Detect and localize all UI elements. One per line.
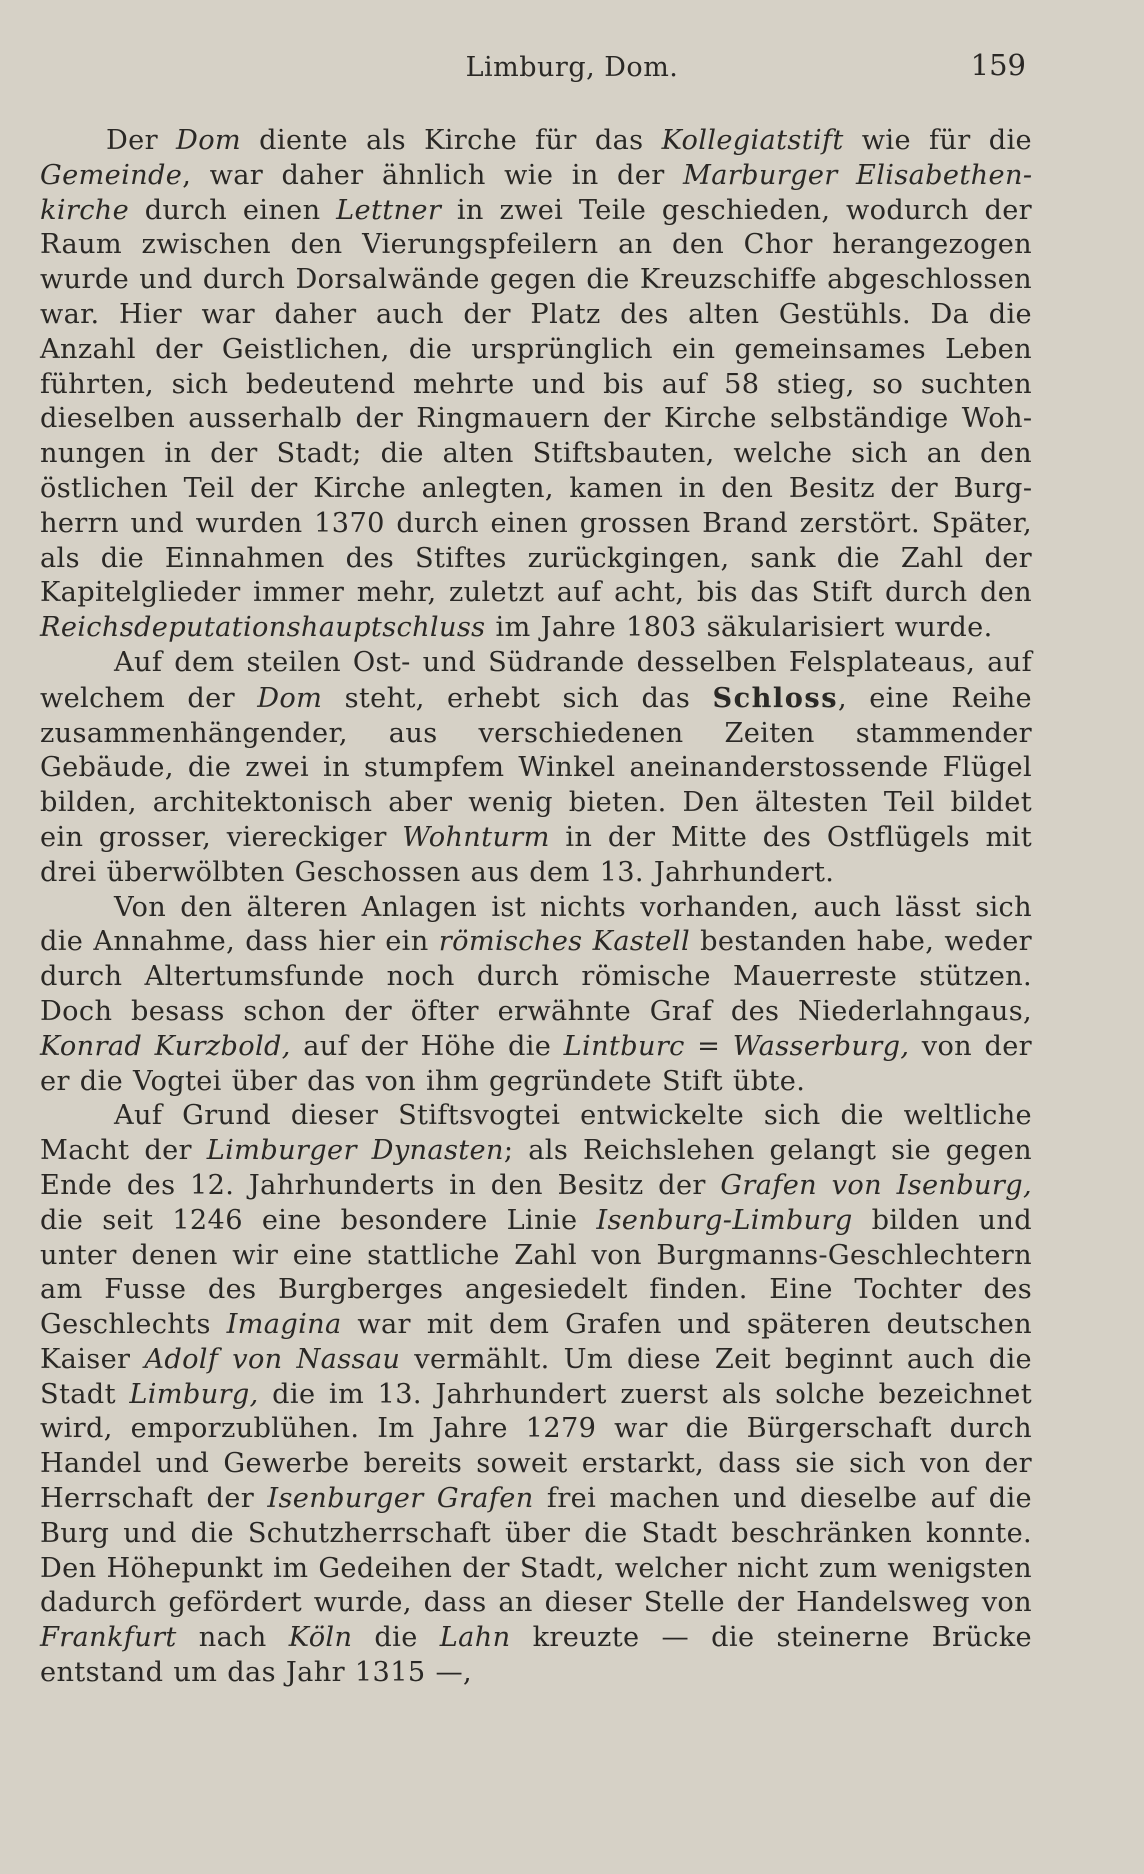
italic-run: Köln	[288, 1622, 353, 1654]
text-run: Der	[106, 125, 177, 156]
text-run: Von den älteren Anlagen ist nichts vorhanden, auch lässt sich die Annahme, dass hier ein	[40, 891, 1032, 958]
text-run: auf der Höhe die	[290, 1030, 564, 1062]
italic-run: Konrad Kurzbold,	[40, 1030, 291, 1062]
italic-run: Isenburg-Limburg	[596, 1204, 853, 1236]
italic-run: Lintburc	[563, 1030, 685, 1062]
italic-run: Gemeinde	[40, 159, 183, 191]
italic-run: Lettner	[336, 194, 442, 226]
italic-run: Grafen von Isenburg,	[720, 1169, 1032, 1201]
paragraph	[40, 124, 1032, 646]
italic-run: Frankfurt	[40, 1622, 177, 1654]
paragraph	[40, 1099, 1032, 1691]
text-run: im Jahre 1803 säkularisiert wurde.	[485, 612, 993, 644]
text-run: steht, erhebt sich das	[322, 682, 713, 714]
italic-run: Dom	[257, 682, 323, 714]
body-text	[40, 124, 1032, 1691]
text-run: nach	[176, 1622, 289, 1654]
text-run: in zwei Teile geschieden, wodurch der Raum zwischen den Vierungspfeilern an den Chor herangezogen wurde und durch Dorsalwände gegen die Kreuzschiffe abgeschlossen war. Hier war daher auch der Platz des alten Gestühls. Da die Anzahl der Geistlichen, die ursprünglich ein gemeinsames Leben führten, sich bedeutend mehrte und bis auf 58 stieg, so suchten dieselben ausserhalb der Ringmauern der Kirche selbständige Wohnungen in der Stadt; die alten Stiftsbauten, welche sich an den östlichen Teil der Kirche anlegten, kamen in den Besitz der Burgherrn und wurden 1370 durch einen grossen Brand zerstört. Später, als die Einnahmen des Stiftes zurückgingen, sank die Zahl der Kapitelglieder immer mehr, zuletzt auf acht, bis das Stift durch den	[40, 194, 1032, 609]
italic-run: Isenburger Grafen	[267, 1483, 534, 1515]
text-run: frei machen und dieselbe auf die Burg und die Schutzherrschaft über die Stadt beschränken konnte. Den Höhepunkt im Gedeihen der Stadt, welcher nicht zum wenigsten dadurch gefördert wurde, dass an dieser Stelle der Handelsweg von	[40, 1483, 1032, 1619]
italic-run: Wohnturm	[402, 821, 550, 853]
text-run: wie für die	[843, 125, 1032, 156]
text-run: in der Mitte des Ostflügels mit drei überwölbten Geschossen aus dem 13. Jahrhundert.	[40, 821, 1032, 888]
text-run: ; als Reichslehen gelangt sie gegen Ende des 12. Jahrhunderts in den Besitz der	[40, 1135, 1032, 1201]
italic-run: Limburger Dynasten	[206, 1135, 504, 1167]
text-run: Auf Grund dieser Stiftsvogtei entwickelte sich die weltliche Macht der	[40, 1100, 1032, 1167]
running-title: Limburg, Dom.	[465, 52, 679, 83]
text-run: diente als Kirche für das	[241, 125, 662, 156]
italic-run: Lahn	[439, 1622, 511, 1654]
text-run: die seit 1246 eine besondere Linie	[40, 1204, 597, 1236]
italic-run: Imagina	[226, 1309, 342, 1341]
running-head	[0, 48, 1144, 92]
text-run: die	[352, 1622, 440, 1654]
text-run: , eine Reihe zusammenhängender, aus verschiedenen Zeiten stammender Gebäude, die zwei in stumpfem Winkel aneinanderstossende Flügel bilden, architektonisch aber wenig bieten. Den ältesten Teil bildet ein grosser, viereckiger	[40, 682, 1032, 853]
paragraph	[40, 646, 1032, 891]
italic-run: Adolf von Nassau	[144, 1343, 401, 1375]
page-number: 159	[970, 48, 1026, 82]
text-run: war mit dem Grafen und späteren deutschen Kaiser	[40, 1309, 1032, 1375]
text-run: kreuzte — die steinerne Brücke entstand um das Jahr 1315 —,	[40, 1622, 1032, 1689]
text-run: =	[684, 1030, 733, 1062]
spaced-emphasis: Schloss	[712, 681, 838, 714]
italic-run: Reichsdeputationshauptschluss	[40, 612, 486, 644]
text-run: Auf dem steilen Ost- und Südrande desselben Felsplateaus, auf welchem der	[40, 646, 1032, 714]
text-run: , war daher ähnlich wie in der	[182, 159, 684, 191]
italic-run: Limburg,	[129, 1378, 259, 1410]
text-run: bilden und unter denen wir eine stattliche Zahl von Burgmanns-Geschlechtern am Fusse des Burgberges angesiedelt finden. Eine Tochter des Geschlechts	[40, 1204, 1032, 1341]
text-run: durch einen	[129, 194, 337, 226]
text-run: bestanden habe, weder durch Altertumsfunde noch durch römische Mauerreste stützen. Doch besass schon der öfter erwähnte Graf des Niederlahngaus,	[40, 926, 1032, 1027]
paragraph	[40, 891, 1032, 1100]
italic-run: Marburger Elisabethenkirche	[40, 159, 1032, 226]
italic-run: Kollegiatstift	[661, 125, 844, 156]
italic-run: römisches Kastell	[438, 926, 690, 958]
italic-run: Dom	[176, 125, 242, 156]
text-run: vermählt. Um diese Zeit beginnt auch die Stadt	[40, 1343, 1032, 1410]
text-run: die im 13. Jahrhundert zuerst als solche bezeichnet wird, emporzublühen. Im Jahre 1279 war die Bürgerschaft durch Handel und Gewerbe bereits soweit erstarkt, dass sie sich von der Herrschaft der	[40, 1378, 1032, 1515]
italic-run: Wasserburg,	[732, 1030, 910, 1062]
text-run: von der er die Vogtei über das von ihm gegründete Stift übte.	[40, 1030, 1033, 1097]
